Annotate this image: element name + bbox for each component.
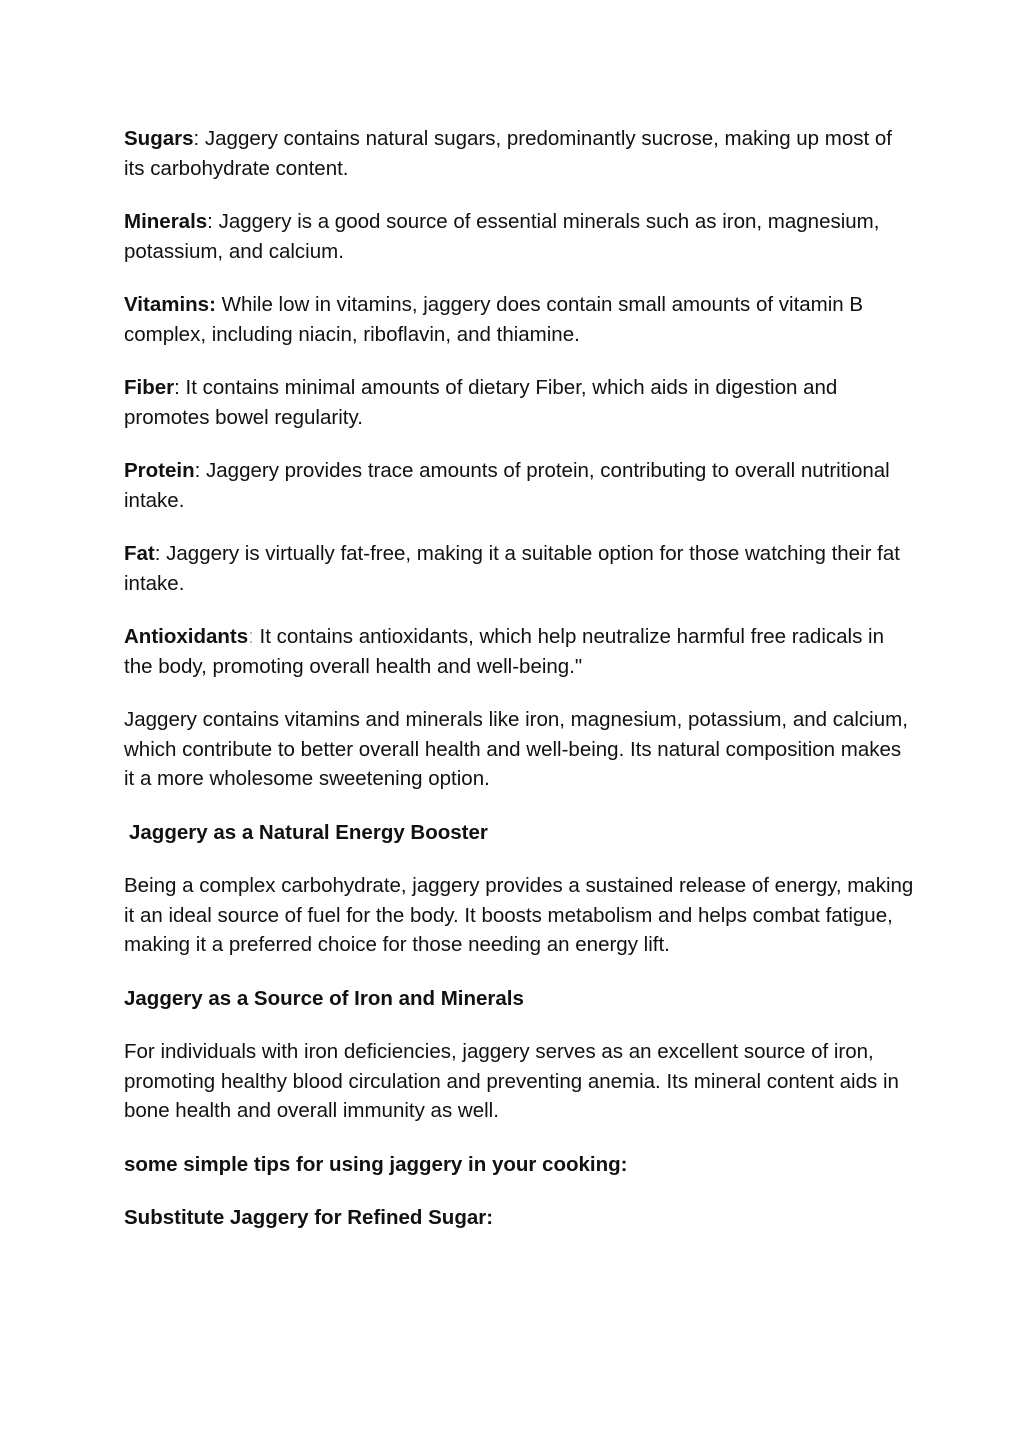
- nutrient-text: It contains minimal amounts of dietary Fiber, which aids in digestion and promotes bowel regularity.: [124, 376, 838, 429]
- nutrient-fiber: [124, 373, 914, 432]
- nutrient-term: Vitamins:: [124, 293, 216, 316]
- nutrient-protein: [124, 456, 914, 515]
- energy-paragraph: Being a complex carbohydrate, jaggery provides a sustained release of energy, making it an ideal source of fuel for the body. It boosts metabolism and helps combat fatigue, making it a preferred choice for those needing an energy lift.: [124, 874, 914, 956]
- nutrient-separator: :: [193, 127, 200, 150]
- nutrient-term: Fiber: [124, 376, 175, 399]
- nutrient-separator: :: [207, 210, 213, 233]
- nutrient-minerals: [124, 207, 914, 266]
- nutrient-text: Jaggery is virtually fat-free, making it a suitable option for those watching their fat intake.: [124, 542, 900, 595]
- energy-heading: Jaggery as a Natural Energy Booster: [129, 820, 488, 844]
- nutrient-text: Jaggery is a good source of essential minerals such as iron, magnesium, potassium, and calcium.: [124, 210, 880, 263]
- nutrient-separator: :: [174, 376, 180, 399]
- nutrient-text: It contains antioxidants, which help neutralize harmful free radicals in the body, promoting overall health and well-being.": [124, 625, 884, 678]
- nutrient-term: Fat: [124, 542, 155, 565]
- nutrient-term: Protein: [124, 459, 195, 482]
- substitute-heading: Substitute Jaggery for Refined Sugar:: [124, 1206, 494, 1229]
- nutrient-term: Minerals: [124, 210, 208, 233]
- nutrient-separator: :: [194, 459, 201, 482]
- nutrient-antioxidants: [124, 622, 914, 681]
- nutrient-text: Jaggery provides trace amounts of protein, contributing to overall nutritional intake.: [124, 459, 890, 512]
- nutrient-fat: [124, 539, 914, 598]
- nutrient-text: Jaggery contains natural sugars, predominantly sucrose, making up most of its carbohydrate content.: [124, 127, 892, 180]
- nutrient-separator: :: [154, 542, 161, 565]
- nutrient-separator: :: [248, 625, 254, 648]
- iron-heading: Jaggery as a Source of Iron and Minerals: [124, 986, 524, 1010]
- tips-heading: some simple tips for using jaggery in your cooking:: [124, 1152, 628, 1176]
- nutrient-sugars: [124, 124, 914, 183]
- nutrient-text: While low in vitamins, jaggery does contain small amounts of vitamin B complex, including niacin, riboflavin, and thiamine.: [124, 293, 864, 346]
- iron-paragraph: For individuals with iron deficiencies, jaggery serves as an excellent source of iron, promoting healthy blood circulation and preventing anemia. Its mineral content aids in bone health and overall immunity as well.: [124, 1040, 899, 1122]
- document-page: [124, 124, 914, 1257]
- nutrient-vitamins: [124, 290, 914, 349]
- nutrient-term: Antioxidants: [124, 625, 249, 648]
- summary-paragraph: Jaggery contains vitamins and minerals like iron, magnesium, potassium, and calcium, which contribute to better overall health and well-being. Its natural composition makes it a more wholesome sweetening option.: [124, 708, 908, 790]
- nutrient-term: Sugars: [124, 127, 194, 150]
